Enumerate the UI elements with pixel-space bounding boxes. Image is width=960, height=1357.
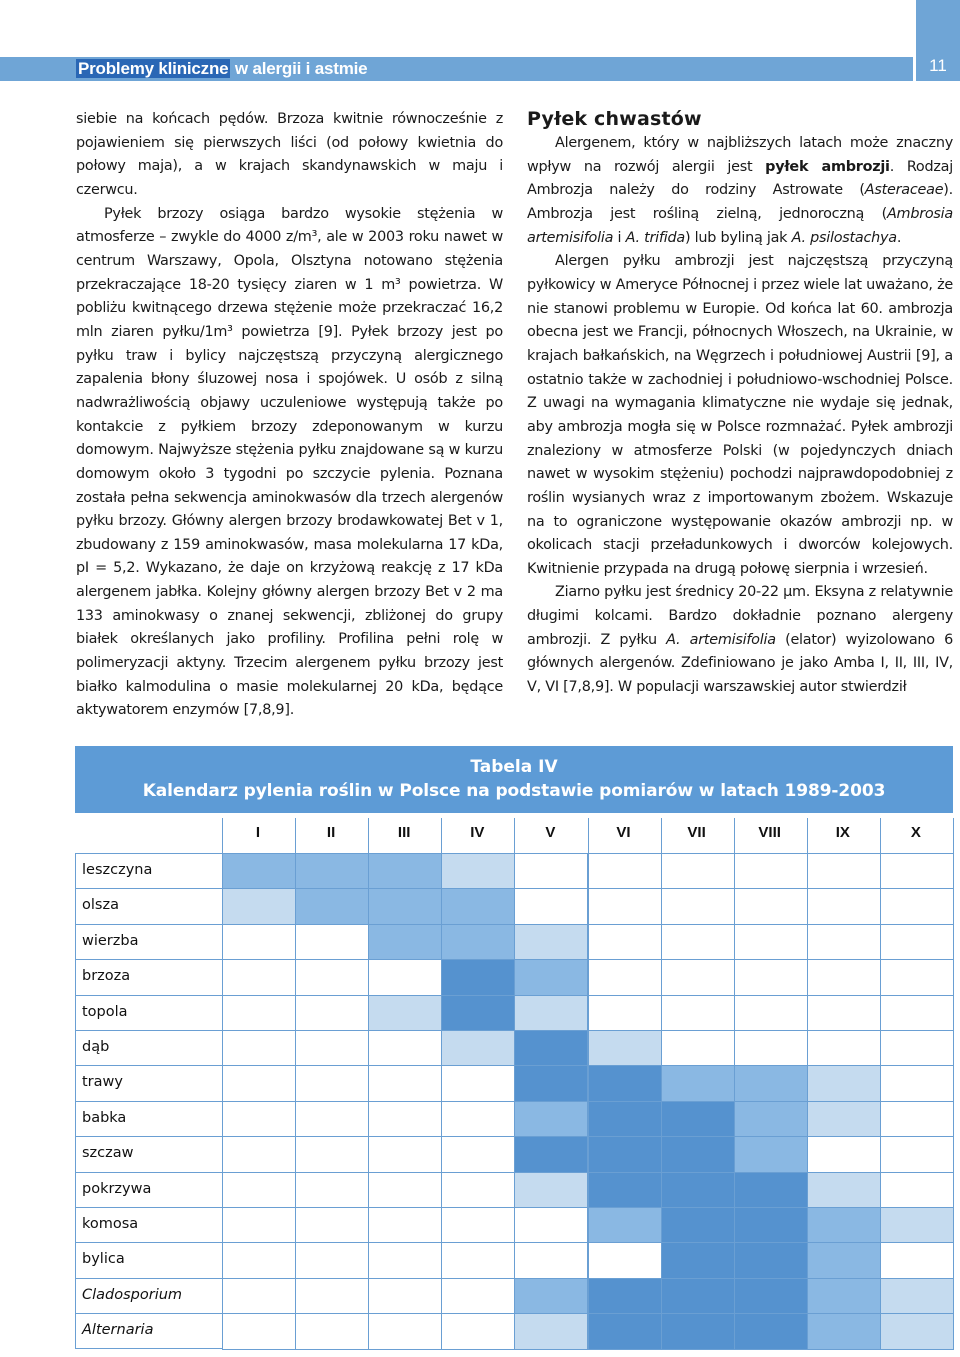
pollination-cell bbox=[222, 959, 296, 995]
pollination-cell bbox=[222, 1172, 296, 1208]
pollination-cell bbox=[441, 924, 515, 960]
pollination-cell bbox=[880, 1136, 954, 1172]
pollination-cell bbox=[588, 853, 662, 889]
pollination-cell bbox=[295, 1207, 369, 1243]
pollination-cell bbox=[807, 1207, 881, 1243]
pollination-cell bbox=[588, 959, 662, 995]
pollination-cell bbox=[734, 1065, 808, 1101]
pollination-cell bbox=[368, 1172, 442, 1208]
grid-line bbox=[661, 818, 662, 853]
grid-line bbox=[880, 818, 881, 853]
pollination-cell bbox=[734, 1278, 808, 1314]
pollination-cell bbox=[880, 995, 954, 1031]
pollination-cell bbox=[588, 1172, 662, 1208]
pollination-cell bbox=[588, 888, 662, 924]
pollination-cell bbox=[222, 853, 296, 889]
pollination-cell bbox=[295, 1313, 369, 1349]
pollination-cell bbox=[514, 1242, 588, 1278]
pollination-cell bbox=[368, 888, 442, 924]
grid-line bbox=[368, 818, 369, 853]
pollination-cell bbox=[880, 1065, 954, 1101]
pollination-cell bbox=[734, 1101, 808, 1137]
pollination-cell bbox=[880, 1172, 954, 1208]
pollination-cell bbox=[661, 995, 735, 1031]
pollination-cell bbox=[734, 924, 808, 960]
grid-line bbox=[734, 818, 735, 853]
pollination-cell bbox=[880, 853, 954, 889]
pollination-cell bbox=[514, 924, 588, 960]
pollination-cell bbox=[734, 1313, 808, 1349]
pollination-cell bbox=[661, 1278, 735, 1314]
pollination-cell bbox=[514, 1030, 588, 1066]
month-label: X bbox=[910, 824, 921, 841]
table-title-line1: Tabela IV bbox=[470, 757, 558, 777]
pollination-cell bbox=[441, 888, 515, 924]
pollination-cell bbox=[222, 888, 296, 924]
pollination-cell bbox=[368, 1101, 442, 1137]
pollination-cell bbox=[222, 1065, 296, 1101]
month-label: VIII bbox=[758, 824, 781, 841]
pollination-cell bbox=[514, 1136, 588, 1172]
pollination-cell bbox=[295, 1136, 369, 1172]
grid-line bbox=[441, 818, 442, 853]
pollination-cell bbox=[588, 1278, 662, 1314]
right-column bbox=[527, 107, 953, 700]
pollination-cell bbox=[222, 924, 296, 960]
pollination-cell bbox=[661, 1136, 735, 1172]
pollination-cell bbox=[734, 1172, 808, 1208]
plant-label: bylica bbox=[82, 1251, 125, 1268]
pollination-cell bbox=[368, 924, 442, 960]
month-label: V bbox=[545, 824, 556, 841]
pollination-cell bbox=[661, 959, 735, 995]
pollination-cell bbox=[295, 1101, 369, 1137]
plant-label: wierzba bbox=[82, 932, 139, 949]
pollination-cell bbox=[222, 995, 296, 1031]
pollination-cell bbox=[588, 1207, 662, 1243]
pollination-cell bbox=[661, 1207, 735, 1243]
pollination-cell bbox=[295, 853, 369, 889]
right-paragraph-3: Ziarno pyłku jest średnicy 20-22 µm. Eksyna z relatywnie długimi kolcami. Bardzo dokładnie poznano alergeny ambrozji. Z pyłku A. artemisifolia (elator) wyizolowano 6 głównych alergenów. Zdefiniowano je jako Amba I, II, III, IV, V, VI [7,8,9]. W populacji warszawskiej autor stwierdził bbox=[527, 584, 953, 696]
plant-label: trawy bbox=[82, 1074, 123, 1091]
pollination-cell bbox=[661, 1065, 735, 1101]
right-paragraph-1: Alergenem, który w najbliższych latach może znaczny wpływ na rozwój alergii jest pyłek ambrozji. Rodzaj Ambrozja należy do rodziny Astrowate (Asteraceae). Ambrozja jest rośliną zielną, jednoroczną (Ambrosia artemisifolia i A. trifida) lub byliną jak A. psilostachya. bbox=[527, 135, 953, 246]
running-header bbox=[76, 59, 367, 79]
pollination-cell bbox=[295, 1242, 369, 1278]
left-paragraph-1: siebie na końcach pędów. Brzoza kwitnie równocześnie z pojawieniem się pierwszych liści (od połowy kwietnia do połowy maja), a w krajach skandynawskich w maju i czerwcu. bbox=[76, 111, 503, 198]
plant-label: Alternaria bbox=[82, 1322, 154, 1339]
pollination-cell bbox=[807, 1101, 881, 1137]
pollination-cell bbox=[441, 1136, 515, 1172]
pollination-cell bbox=[368, 1242, 442, 1278]
plant-label: Cladosporium bbox=[82, 1286, 183, 1303]
pollination-cell bbox=[295, 1172, 369, 1208]
pollination-cell bbox=[880, 1101, 954, 1137]
pollination-cell bbox=[807, 1313, 881, 1349]
pollination-cell bbox=[661, 1101, 735, 1137]
pollination-cell bbox=[368, 1065, 442, 1101]
pollination-cell bbox=[514, 1278, 588, 1314]
pollination-cell bbox=[880, 888, 954, 924]
pollination-cell bbox=[807, 924, 881, 960]
right-paragraph-2: Alergen pyłku ambrozji jest najczęstszą przyczyną pyłkowicy w Ameryce Północnej i przez wiele lat uważano, że nie stanowi problemu w Europie. Od końca lat 60. ambrozja obecna jest we Francji, północnych Włoszech, na Ukrainie, w krajach bałkańskich, na Węgrzech i południowej Austrii [9], a ostatnio także w zachodniej i południowo-wschodniej Polsce. Z uwagi na wymagania klimatyczne nie wydaje się jednak, aby ambrozja mogła się w Polsce rozmnażać. Pyłek ambrozji znaleziony w atmosferze Polski (w pojedynczych dniach nawet w wysokim stężeniu) pochodzi najprawdopodobniej z roślin wysianych wraz z importowanym zbożem. Wskazuje na to ograniczone występowanie okazów ambrozji np. w okolicach stacji przeładunkowych i dworców kolejowych. Kwitnienie przypada na drugą połowę sierpnia i wrzesień. bbox=[527, 253, 953, 577]
pollination-cell bbox=[588, 1065, 662, 1101]
page-number: 11 bbox=[929, 56, 947, 75]
header-title-part2: w alergii i astmie bbox=[230, 59, 368, 78]
left-column bbox=[76, 108, 503, 723]
pollination-cell bbox=[734, 959, 808, 995]
month-label: VII bbox=[687, 824, 706, 841]
pollination-cell bbox=[807, 1278, 881, 1314]
pollination-cell bbox=[588, 1313, 662, 1349]
grid-line bbox=[588, 818, 589, 853]
table-title-box bbox=[75, 746, 953, 813]
pollination-cell bbox=[880, 1030, 954, 1066]
pollination-cell bbox=[880, 1313, 954, 1349]
plant-label: brzoza bbox=[82, 968, 131, 985]
month-label: I bbox=[255, 824, 261, 841]
pollination-cell bbox=[295, 1278, 369, 1314]
plant-label: babka bbox=[82, 1109, 127, 1126]
pollination-cell bbox=[441, 1313, 515, 1349]
grid-line bbox=[953, 818, 954, 853]
month-label: II bbox=[326, 824, 336, 841]
pollination-cell bbox=[880, 1278, 954, 1314]
pollination-cell bbox=[295, 924, 369, 960]
pollination-cell bbox=[880, 924, 954, 960]
grid-line bbox=[514, 818, 515, 853]
pollination-cell bbox=[441, 1207, 515, 1243]
header-title-part1: Problemy kliniczne bbox=[78, 59, 229, 78]
pollination-cell bbox=[441, 1065, 515, 1101]
pollination-cell bbox=[661, 1313, 735, 1349]
pollination-cell bbox=[222, 1136, 296, 1172]
pollination-cell bbox=[661, 853, 735, 889]
pollination-cell bbox=[661, 1242, 735, 1278]
pollination-cell bbox=[295, 888, 369, 924]
pollination-cell bbox=[734, 1030, 808, 1066]
pollination-cell bbox=[441, 1278, 515, 1314]
pollination-cell bbox=[222, 1278, 296, 1314]
pollination-cell bbox=[368, 1207, 442, 1243]
pollination-cell bbox=[222, 1101, 296, 1137]
grid-line bbox=[295, 818, 296, 853]
pollination-cell bbox=[222, 1242, 296, 1278]
pollination-cell bbox=[588, 1030, 662, 1066]
pollination-cell bbox=[514, 1172, 588, 1208]
pollination-cell bbox=[295, 995, 369, 1031]
grid-line bbox=[222, 818, 223, 853]
pollination-cell bbox=[514, 959, 588, 995]
table-title-line2: Kalendarz pylenia roślin w Polsce na podstawie pomiarów w latach 1989-2003 bbox=[142, 781, 886, 801]
pollination-cell bbox=[222, 1207, 296, 1243]
pollination-cell bbox=[514, 1207, 588, 1243]
pollination-cell bbox=[734, 1207, 808, 1243]
plant-label: dąb bbox=[82, 1039, 110, 1055]
pollination-cell bbox=[368, 959, 442, 995]
pollination-cell bbox=[807, 853, 881, 889]
pollination-cell bbox=[807, 1136, 881, 1172]
left-paragraph-2: Pyłek brzozy osiąga bardzo wysokie stężenia w atmosferze – zwykle do 4000 z/m³, ale w 2003 roku nawet w centrum Warszawy, Opola, Olsztyna notowano stężenia przekraczające 18-20 tysięcy ziaren w 1 m³ powietrza. W pobliżu kwitnącego drzewa stężenie może przekraczać 16,2 mln ziaren pyłku/1m³ powietrza [9]. Pyłek brzozy jest po pyłku traw i bylicy najczęstszą przyczyną alergicznego zapalenia błony śluzowej nosa i spojówek. U osób z silną nadwrażliwością objawy uczuleniowe występują także po kontakcie z pyłkiem brzozy zdeponowanym w kurzu domowym. Najwyższe stężenia pyłku znajdowane są w kurzu domowym około 3 tygodni po szczycie pylenia. Poznana została pełna sekwencja aminokwasów dla trzech alergenów pyłku brzozy. Główny alergen brzozy brodawkowatej Bet v 1, zbudowany z 159 aminokwasów, masa molekularna 17 kDa, pI = 5,2. Wykazano, że daje on krzyżową reakcję z 17 kDa alergenem jabłka. Kolejny główny alergen brzozy Bet v 2 ma 133 aminokwasy o znanej sekwencji, zbliżonej do grupy białek określanych jako profiliny. Profilina pełni rolę w polimeryzacji aktyny. Trzecim alergenem pyłku brzozy jest białko kalmodulina o masie molekularnej 20 kDa, będące aktywatorem enzymów [7,8,9]. bbox=[76, 205, 503, 719]
plant-label: topola bbox=[82, 1003, 128, 1020]
month-label: IV bbox=[470, 824, 485, 841]
pollination-cell bbox=[807, 1030, 881, 1066]
pollination-cell bbox=[588, 924, 662, 960]
section-title: Pyłek chwastów bbox=[527, 108, 702, 130]
pollination-cell bbox=[441, 1172, 515, 1208]
plant-label: olsza bbox=[82, 897, 119, 914]
pollination-cell bbox=[661, 1172, 735, 1208]
pollination-cell bbox=[368, 995, 442, 1031]
grid-line bbox=[807, 818, 808, 853]
pollination-cell bbox=[734, 1136, 808, 1172]
pollination-cell bbox=[514, 995, 588, 1031]
month-label: IX bbox=[835, 824, 850, 841]
pollination-cell bbox=[295, 959, 369, 995]
pollination-cell bbox=[588, 995, 662, 1031]
pollination-cell bbox=[734, 853, 808, 889]
pollination-cell bbox=[368, 1313, 442, 1349]
pollination-cell bbox=[441, 995, 515, 1031]
pollination-cell bbox=[588, 1242, 662, 1278]
pollination-cell bbox=[514, 1101, 588, 1137]
pollination-cell bbox=[441, 1101, 515, 1137]
pollination-cell bbox=[441, 959, 515, 995]
pollination-cell bbox=[514, 888, 588, 924]
pollination-cell bbox=[661, 888, 735, 924]
pollination-cell bbox=[661, 924, 735, 960]
pollination-cell bbox=[441, 853, 515, 889]
pollination-cell bbox=[734, 1242, 808, 1278]
plant-label: leszczyna bbox=[82, 862, 153, 878]
pollination-cell bbox=[807, 888, 881, 924]
pollination-cell bbox=[514, 1065, 588, 1101]
pollination-cell bbox=[807, 995, 881, 1031]
month-label: VI bbox=[616, 824, 631, 841]
pollination-cell bbox=[807, 1065, 881, 1101]
pollination-cell bbox=[807, 1172, 881, 1208]
pollination-cell bbox=[588, 1136, 662, 1172]
pollination-cell bbox=[368, 1136, 442, 1172]
pollination-cell bbox=[441, 1030, 515, 1066]
month-label: III bbox=[397, 824, 411, 841]
pollination-cell bbox=[222, 1030, 296, 1066]
pollination-cell bbox=[514, 1313, 588, 1349]
plant-label: pokrzywa bbox=[82, 1180, 152, 1197]
pollination-cell bbox=[222, 1313, 296, 1349]
pollination-cell bbox=[295, 1030, 369, 1066]
pollination-cell bbox=[880, 959, 954, 995]
pollination-cell bbox=[295, 1065, 369, 1101]
pollination-cell bbox=[661, 1030, 735, 1066]
pollination-cell bbox=[514, 853, 588, 889]
plant-label: komosa bbox=[82, 1216, 139, 1232]
pollination-cell bbox=[734, 888, 808, 924]
plant-label: szczaw bbox=[82, 1145, 134, 1162]
pollination-cell bbox=[368, 853, 442, 889]
pollination-cell bbox=[368, 1030, 442, 1066]
pollination-cell bbox=[441, 1242, 515, 1278]
pollination-cell bbox=[880, 1242, 954, 1278]
pollination-cell bbox=[880, 1207, 954, 1243]
pollination-cell bbox=[588, 1101, 662, 1137]
pollination-cell bbox=[734, 995, 808, 1031]
pollination-cell bbox=[368, 1278, 442, 1314]
pollination-cell bbox=[807, 959, 881, 995]
pollination-cell bbox=[807, 1242, 881, 1278]
